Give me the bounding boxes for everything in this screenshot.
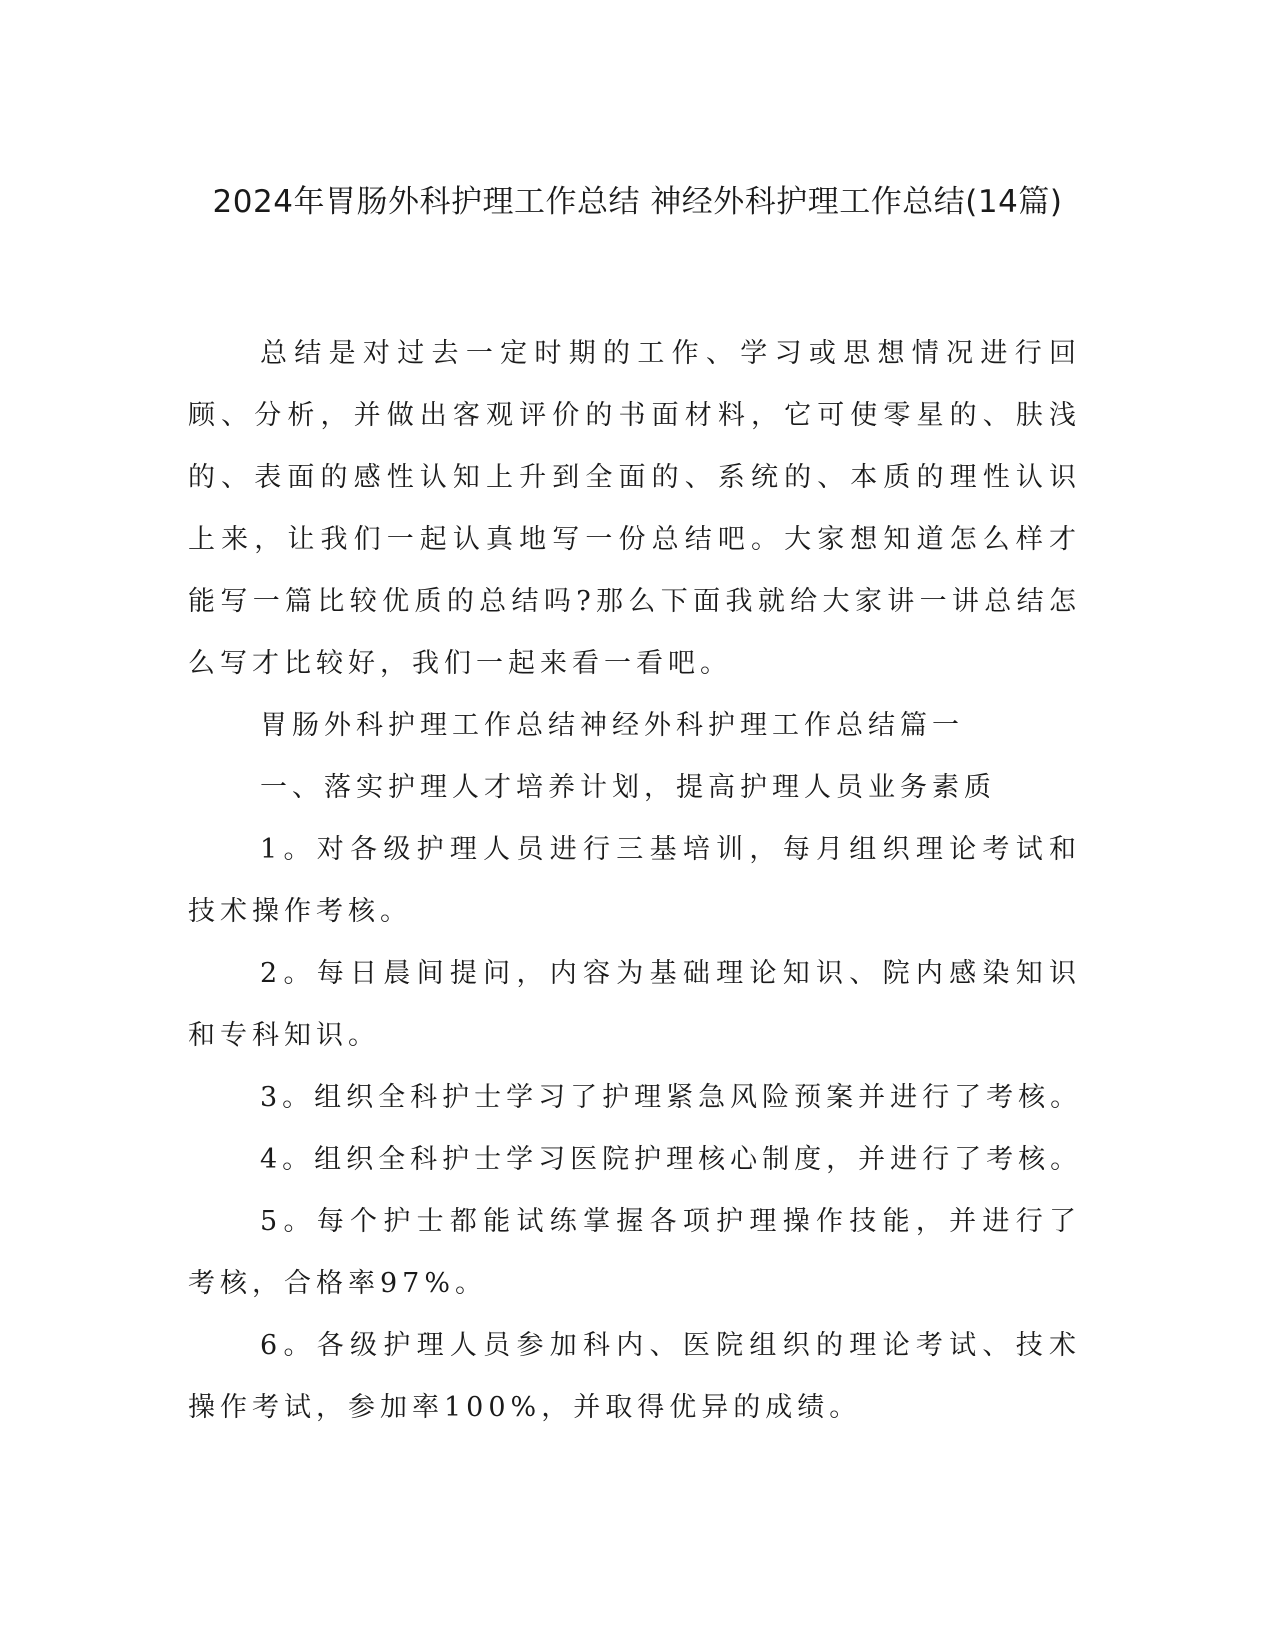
- list-item-1: 1。对各级护理人员进行三基培训，每月组织理论考试和技术操作考核。: [188, 834, 1081, 927]
- document-title: 2024年胃肠外科护理工作总结 神经外科护理工作总结(14篇): [212, 184, 1063, 220]
- list-item-4: 4。组织全科护士学习医院护理核心制度，并进行了考核。: [260, 1144, 1083, 1175]
- list-item-6: 6。各级护理人员参加科内、医院组织的理论考试、技术操作考试，参加率100%，并取得优异的成绩。: [188, 1330, 1081, 1423]
- list-item-5: 5。每个护士都能试练掌握各项护理操作技能，并进行了考核，合格率97%。: [188, 1206, 1081, 1299]
- list-item-3: 3。组织全科护士学习了护理紧急风险预案并进行了考核。: [260, 1082, 1083, 1113]
- intro-paragraph: 总结是对过去一定时期的工作、学习或思想情况进行回顾、分析，并做出客观评价的书面材料，它可使零星的、肤浅的、表面的感性认知上升到全面的、系统的、本质的理性认识上来，让我们一起认真地写一份总结吧。大家想知道怎么样才能写一篇比较优质的总结吗?那么下面我就给大家讲一讲总结怎么写才比较好，我们一起来看一看吧。: [188, 338, 1081, 679]
- subsection-heading: 一、落实护理人才培养计划，提高护理人员业务素质: [260, 772, 996, 803]
- section-heading: 胃肠外科护理工作总结神经外科护理工作总结篇一: [260, 710, 964, 741]
- document-body: [188, 323, 1081, 1439]
- list-item-2: 2。每日晨间提问，内容为基础理论知识、院内感染知识和专科知识。: [188, 958, 1081, 1051]
